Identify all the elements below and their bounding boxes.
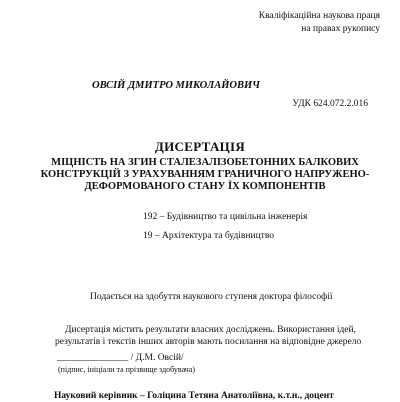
specialty-code: 192 – Будівництво та цивільна інженерія (143, 212, 308, 222)
dissertation-title: МІЦНІСТЬ НА ЗГИН СТАЛЕЗАЛІЗОБЕТОННИХ БАЛКОВИХ КОНСТРУКЦІЙ З УРАХУВАННЯМ ГРАНИЧНОГО НАПРУЖЕНО-ДЕФОРМОВАНОГО СТАНУ ЇХ КОМПОНЕНТІВ (40, 157, 370, 192)
signature-line: _______________ / Д.М. Овсій/ (57, 353, 184, 363)
supervisor-line: Науковий керівник – Голіцина Тетяна Анатоліївна, к.т.н., доцент (54, 391, 334, 401)
field-of-knowledge: 19 – Архітектура та будівництво (143, 231, 274, 241)
header-manuscript-rights: на правах рукопису (301, 24, 380, 34)
signature-caption: (підпис, ініціали та прізвище здобувача) (58, 365, 196, 374)
udk-code: УДК 624.072.2.016 (292, 99, 368, 109)
author-name: ОВСІЙ ДМИТРО МИКОЛАЙОВИЧ (92, 80, 260, 91)
document-type-heading: ДИСЕРТАЦІЯ (154, 139, 246, 154)
originality-statement-line2: результатів і текстів інших авторів мають посилання на відповідне джерело (55, 337, 362, 347)
header-manuscript-type: Кваліфікаційна наукова праця (258, 11, 380, 21)
originality-statement-line1: Дисертація містить результати власних досліджень. Використання ідей, (65, 325, 356, 335)
degree-submission-note: Подається на здобуття наукового ступеня доктора філософії (90, 292, 333, 302)
